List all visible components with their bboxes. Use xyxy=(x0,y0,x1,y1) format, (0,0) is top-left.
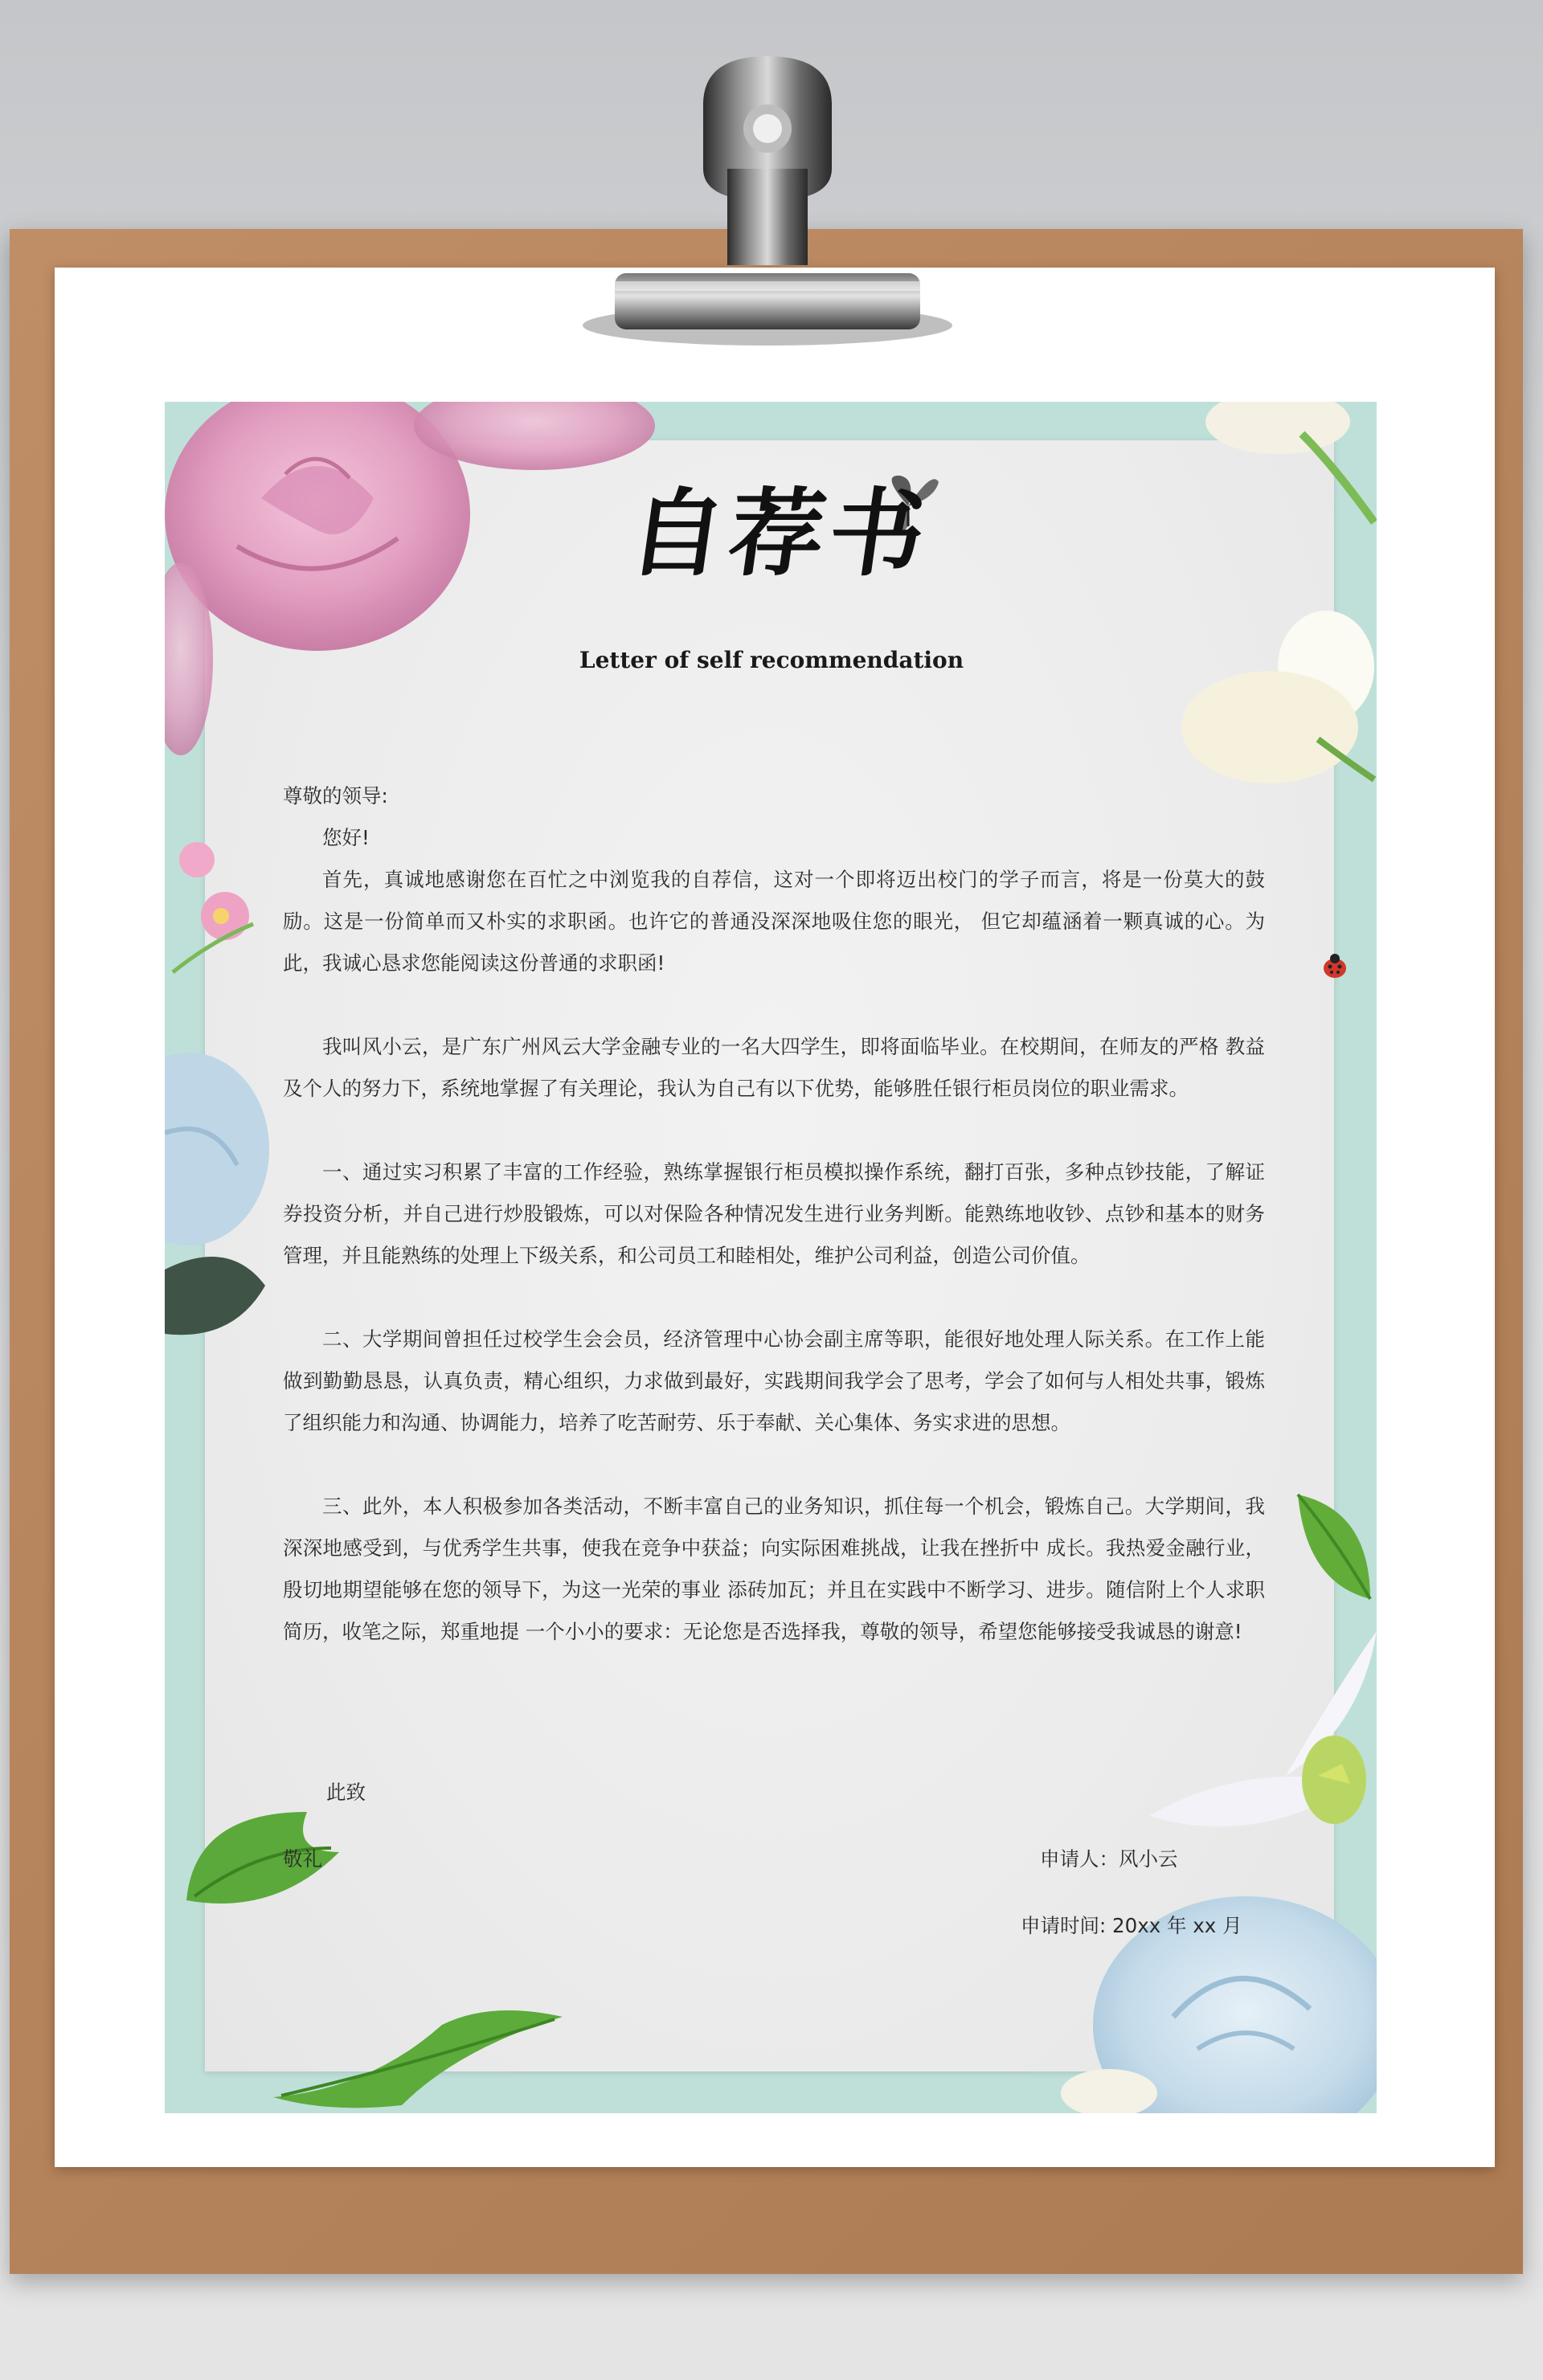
closing-text: 此致 xyxy=(326,1781,366,1804)
white-lily-icon xyxy=(1141,1631,1377,1872)
application-date: 申请时间: 20xx 年 xx 月 xyxy=(1021,1914,1242,1937)
paragraph-point-3: 三、此外，本人积极参加各类活动，不断丰富自己的业务知识，抓住每一个机会，锻炼自己。大学期间，我深深地感受到，与优秀学生共事，使我在竞争中获益；向实际困难挑战，让我在挫折中 成长。我热爱金融行业，殷切地期望能够在您的领导下，为这一光荣的事业 添砖加瓦；并且在实践中不断学习、进步。随信附上个人求职简历，收笔之际，郑重地提 一个小小的要求：无论您是否选择我，尊敬的领导，希望您能够接受我诚恳的谢意! xyxy=(283,1495,1265,1643)
binder-clip-icon xyxy=(575,48,952,354)
green-leaf-icon xyxy=(257,2001,579,2113)
letter-body xyxy=(283,775,1265,1653)
paragraph-intro: 首先，真诚地感谢您在百忙之中浏览我的自荐信，这对一个即将迈出校门的学子而言，将是一份莫大的鼓励。这是一份简单而又朴实的求职函。也许它的普通没深深地吸住您的眼光， 但它却蕴涵着一颗真诚的心。为此，我诚心恳求您能阅读这份普通的求职函! xyxy=(283,868,1265,975)
salutation: 尊敬的领导: xyxy=(283,784,388,808)
ladybug-icon xyxy=(1320,952,1349,981)
page-subtitle: Letter of self recommendation xyxy=(579,647,964,673)
blue-rose-icon xyxy=(165,1053,269,1342)
green-leaf-icon xyxy=(1290,1486,1377,1607)
paragraph-point-2: 二、大学期间曾担任过校学生会会员，经济管理中心协会副主席等职，能很好地处理人际关系。在工作上能做到勤勤恳恳，认真负责，精心组织，力求做到最好，实践期间我学会了思考，学会了如何与人相处共事，锻炼了组织能力和沟通、协调能力，培养了吃苦耐劳、乐于奉献、关心集体、务实求进的思想。 xyxy=(283,1327,1265,1434)
applicant-name: 申请人：风小云 xyxy=(1040,1847,1178,1871)
white-tulip-icon xyxy=(1181,402,1377,787)
greeting: 您好! xyxy=(322,826,370,849)
page-title: 自荐书 xyxy=(622,477,937,589)
paragraph-self: 我叫风小云，是广东广州风云大学金融专业的一名大四学生，即将面临毕业。在校期间，在师友的严格 教益及个人的努力下，系统地掌握了有关理论，我认为自己有以下优势，能够胜任银行柜员岗位的职业需求。 xyxy=(283,1035,1265,1100)
regards-text: 敬礼 xyxy=(283,1847,322,1871)
pink-blossom-icon xyxy=(165,828,269,988)
pink-rose-icon xyxy=(165,402,663,771)
paragraph-point-1: 一、通过实习积累了丰富的工作经验，熟练掌握银行柜员模拟操作系统，翻打百张，多种点钞技能，了解证券投资分析，并自己进行炒股锻炼，可以对保险各种情况发生进行业务判断。能熟练地收钞、点钞和基本的财务管理，并且能熟练的处理上下级关系，和公司员工和睦相处，维护公司利益，创造公司价值。 xyxy=(283,1160,1265,1267)
